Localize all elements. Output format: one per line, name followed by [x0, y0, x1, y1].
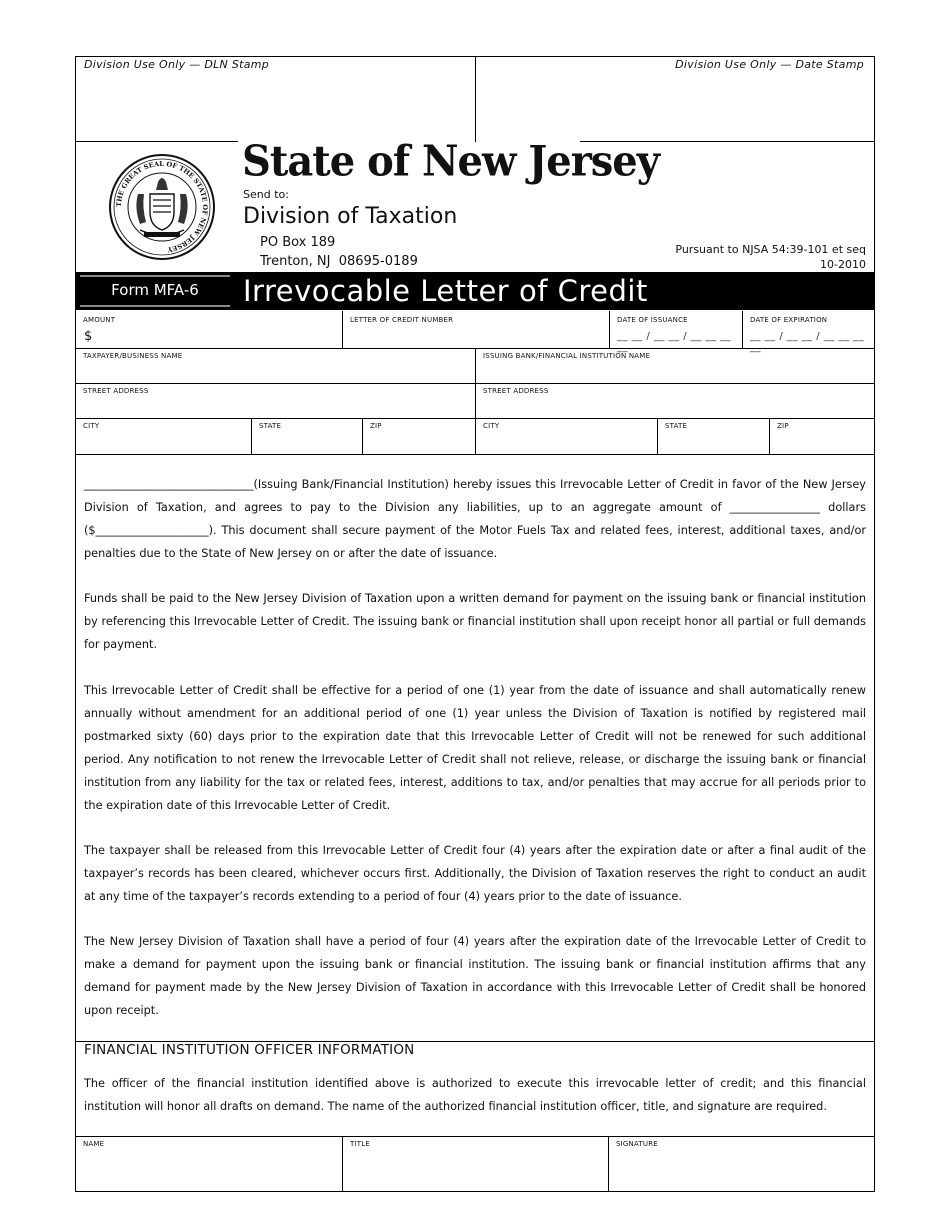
- officer-text: The officer of the financial institution identified above is authorized to execute this irrevocable letter of credit; and this financial institution will honor all drafts on demand. The name of the authorized financial institution officer, title, and signature are required.: [84, 1077, 866, 1113]
- loc-number-label: LETTER OF CREDIT NUMBER: [350, 316, 454, 324]
- date-stamp-label: Division Use Only — Date Stamp: [675, 58, 864, 71]
- letter-of-credit-number-field[interactable]: [343, 311, 609, 348]
- form-title: Irrevocable Letter of Credit: [243, 274, 648, 308]
- city-line: Trenton, NJ 08695-0189: [260, 254, 418, 269]
- officer-heading: FINANCIAL INSTITUTION OFFICER INFORMATION: [84, 1042, 415, 1058]
- city-right-label: CITY: [483, 422, 500, 430]
- statute-reference: Pursuant to NJSA 54:39-101 et seq: [675, 243, 866, 256]
- officer-signature-field[interactable]: [609, 1137, 874, 1191]
- division-name: Division of Taxation: [243, 204, 458, 229]
- paragraph-release: The taxpayer shall be released from this Irrevocable Letter of Credit four (4) years after the expiration date or after a final audit of the taxpayer’s records has been cleared, whichever occurs first. Additionally, the Division of Taxation reserves the right to conduct an audit at any time of the taxpayer’s records extending to a period of four (4) years prior to the date of issuance.: [84, 844, 866, 903]
- paragraph-demand-period: The New Jersey Division of Taxation shall have a period of four (4) years after the expiration date of the Irrevocable Letter of Credit to make a demand for payment upon the issuing bank or financial institution. The issuing bank or financial institution affirms that any demand for payment made by the New Jersey Division of Taxation in accordance with this Irrevocable Letter of Credit shall be honored upon receipt.: [84, 935, 866, 1017]
- amount-field[interactable]: [76, 311, 342, 348]
- stamp-divider: [475, 56, 476, 142]
- nj-seal: [100, 152, 224, 262]
- bank-city-field[interactable]: [476, 419, 657, 454]
- street-left-label: STREET ADDRESS: [83, 387, 149, 395]
- bank-street-field[interactable]: [476, 384, 874, 418]
- bank-zip-field[interactable]: [770, 419, 874, 454]
- po-box: PO Box 189: [260, 235, 336, 250]
- paragraph-funds: Funds shall be paid to the New Jersey Division of Taxation upon a written demand for payment on the issuing bank or financial institution by referencing this Irrevocable Letter of Credit. The issuing bank or financial institution shall upon receipt honor all partial or full demands for payment.: [84, 592, 866, 651]
- form-number-rule-bottom: [80, 305, 230, 307]
- taxpayer-name-field[interactable]: [76, 349, 475, 383]
- bank-label: ISSUING BANK/FINANCIAL INSTITUTION NAME: [483, 352, 651, 360]
- city-left-label: CITY: [83, 422, 100, 430]
- paragraph-effective-period: This Irrevocable Letter of Credit shall be effective for a period of one (1) year from the date of issuance and shall automatically renew annually without amendment for an additional period of one (1) year unless the Division of Taxation is notified by registered mail postmarked sixty (60) days prior to the expiration date that this Irrevocable Letter of Credit will not be renewed for such additional period. Any notification to not renew the Irrevocable Letter of Credit shall not relieve, release, or discharge the issuing bank or financial institution from any liability for the tax or related fees, interest, additions to tax, and/or penalties that may accrue for all periods prior to the expiration date of this Irrevocable Letter of Credit.: [84, 684, 866, 812]
- amount-prefix: $: [84, 329, 93, 344]
- send-to-label: Send to:: [243, 188, 289, 201]
- date-of-issuance-field[interactable]: [610, 311, 742, 353]
- paragraph-issuance: ______________________________(Issuing Bank/Financial Institution) hereby issues this Irrevocable Letter of Credit in favor of the New Jersey Division of Taxation, and agrees to pay to the Division any liabilities, up to an aggregate amount of ________________ dollars ($____________________). This document shall secure payment of the Motor Fuels Tax and related fees, interest, additional taxes, and/or penalties due to the State of New Jersey on or after the date of issuance.: [84, 478, 866, 560]
- issuance-label: DATE OF ISSUANCE: [617, 316, 688, 324]
- expiration-placeholder: __ __ / __ __ / __ __ __ __: [750, 331, 865, 353]
- officer-name-label: NAME: [83, 1140, 105, 1148]
- bank-state-field[interactable]: [658, 419, 769, 454]
- officer-name-field[interactable]: [76, 1137, 342, 1191]
- date-of-expiration-field[interactable]: [743, 311, 874, 353]
- amount-label: AMOUNT: [83, 316, 116, 324]
- revision-date: 10-2010: [820, 258, 866, 271]
- officer-signature-label: SIGNATURE: [616, 1140, 658, 1148]
- street-right-label: STREET ADDRESS: [483, 387, 549, 395]
- zip-left-label: ZIP: [370, 422, 382, 430]
- state-left-label: STATE: [259, 422, 282, 430]
- taxpayer-city-field[interactable]: [76, 419, 251, 454]
- issuance-placeholder: __ __ / __ __ / __ __ __ __: [617, 331, 732, 353]
- taxpayer-label: TAXPAYER/BUSINESS NAME: [83, 352, 183, 360]
- officer-title-field[interactable]: [343, 1137, 608, 1191]
- officer-title-label: TITLE: [350, 1140, 370, 1148]
- taxpayer-zip-field[interactable]: [363, 419, 475, 454]
- state-name: State of New Jersey: [242, 136, 659, 187]
- expiration-label: DATE OF EXPIRATION: [750, 316, 828, 324]
- stamp-bottom-left: [75, 141, 238, 142]
- grid-line: [75, 454, 875, 455]
- form-number: Form MFA-6: [111, 281, 199, 299]
- dln-stamp-label: Division Use Only — DLN Stamp: [84, 58, 270, 71]
- bank-name-field[interactable]: [476, 349, 874, 383]
- state-right-label: STATE: [665, 422, 688, 430]
- taxpayer-street-field[interactable]: [76, 384, 475, 418]
- zip-right-label: ZIP: [777, 422, 789, 430]
- taxpayer-state-field[interactable]: [252, 419, 362, 454]
- form-number-rule-top: [80, 275, 230, 277]
- seal-text: THE GREAT SEAL OF THE STATE OF NEW JERSEY: [114, 159, 210, 254]
